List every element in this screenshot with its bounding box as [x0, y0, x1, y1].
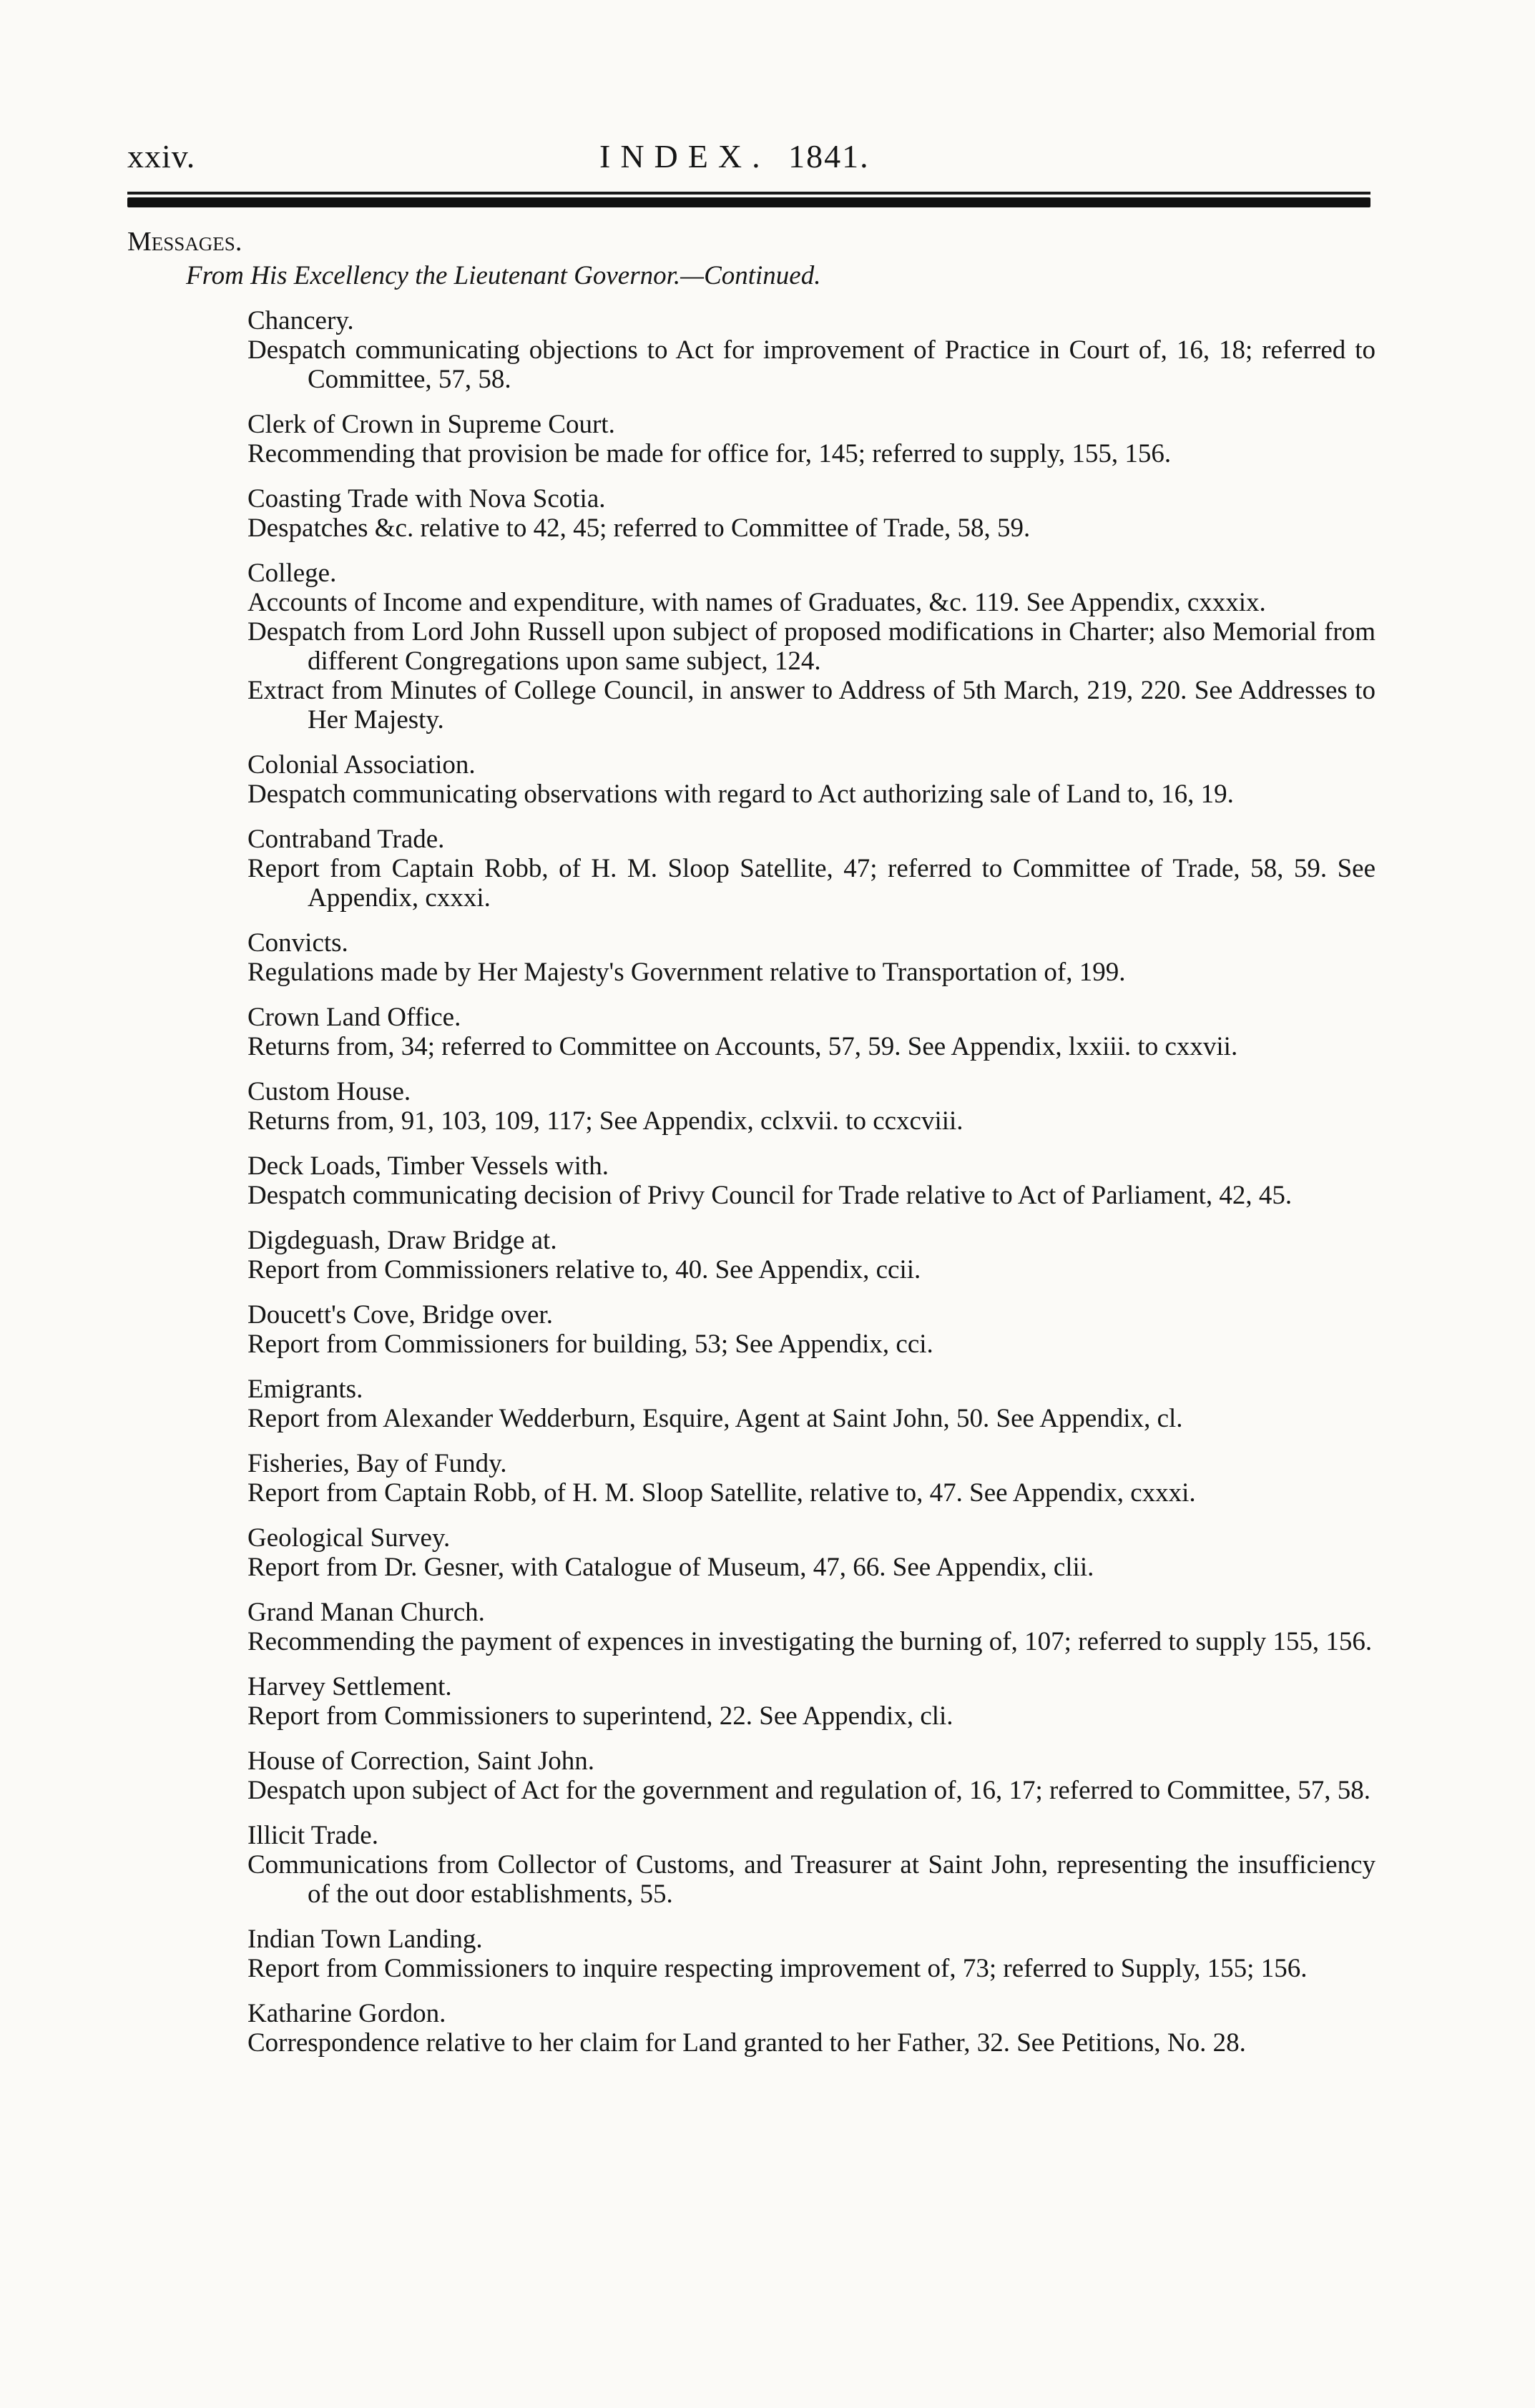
index-entry: [127, 1821, 1375, 1909]
index-entry: [127, 1151, 1375, 1210]
entry-item: Report from Captain Robb, of H. M. Sloop Satellite, 47; referred to Committee of Trade, 58, 59. See Appendix, cxxxi.: [247, 854, 1375, 913]
entry-item: Returns from, 34; referred to Committee on Accounts, 57, 59. See Appendix, lxxiii. to cxxvii.: [247, 1032, 1238, 1061]
index-entry: [127, 1925, 1375, 1983]
entry-item: Report from Commissioners to inquire respecting improvement of, 73; referred to Supply, 155; 156.: [247, 1954, 1308, 1983]
index-entry: [127, 1598, 1375, 1656]
entry-item: Despatches &c. relative to 42, 45; referred to Committee of Trade, 58, 59.: [247, 513, 1031, 543]
index-entry: [127, 928, 1375, 987]
entry-title: Illicit Trade.: [247, 1821, 378, 1850]
entry-list: [127, 306, 1375, 2058]
index-entry: [127, 1226, 1375, 1284]
running-title-year: 1841.: [788, 138, 870, 175]
entry-title: Colonial Association.: [247, 750, 476, 780]
index-entry: [127, 559, 1375, 734]
index-entry: [127, 1449, 1375, 1508]
header-rule-thin: [127, 192, 1370, 195]
entry-item: Despatch communicating observations with regard to Act authorizing sale of Land to, 16, 19.: [247, 780, 1234, 809]
running-title: [599, 137, 870, 175]
index-entry: [127, 825, 1375, 913]
index-entry: [127, 1523, 1375, 1582]
index-entry: [127, 410, 1375, 468]
entry-item: Report from Commissioners to superintend, 22. See Appendix, cli.: [247, 1701, 953, 1731]
entry-item: Despatch from Lord John Russell upon subject of proposed modifications in Charter; also Memorial from different Congregations upon same subject, 124.: [247, 617, 1375, 676]
entry-item: Report from Commissioners relative to, 40. See Appendix, ccii.: [247, 1255, 921, 1284]
entry-title: Harvey Settlement.: [247, 1672, 452, 1701]
entry-title: Katharine Gordon.: [247, 1999, 446, 2028]
entry-title: Grand Manan Church.: [247, 1598, 485, 1627]
index-entry: [127, 1077, 1375, 1136]
entry-title: Deck Loads, Timber Vessels with.: [247, 1151, 609, 1181]
entry-item: Recommending that provision be made for office for, 145; referred to supply, 155, 156.: [247, 439, 1172, 468]
entry-title: Fisheries, Bay of Fundy.: [247, 1449, 507, 1478]
entry-title: Chancery.: [247, 306, 354, 335]
entry-title: Emigrants.: [247, 1375, 363, 1404]
entry-title: Custom House.: [247, 1077, 411, 1106]
page-header: [127, 137, 1372, 180]
entry-title: Indian Town Landing.: [247, 1925, 483, 1954]
entry-title: Contraband Trade.: [247, 825, 445, 854]
index-entry: [127, 1003, 1375, 1061]
entry-item: Extract from Minutes of College Council, in answer to Address of 5th March, 219, 220. See Addresses to Her Majesty.: [247, 676, 1375, 734]
section-subheading: From His Excellency the Lieutenant Governor.—Continued.: [186, 261, 821, 290]
entry-item: Report from Alexander Wedderburn, Esquire, Agent at Saint John, 50. See Appendix, cl.: [247, 1404, 1183, 1433]
page-number: xxiv.: [127, 138, 196, 175]
entry-item: Despatch upon subject of Act for the government and regulation of, 16, 17; referred to Committee, 57, 58.: [247, 1776, 1371, 1805]
entry-title: Clerk of Crown in Supreme Court.: [247, 410, 615, 439]
entry-item: Report from Captain Robb, of H. M. Sloop Satellite, relative to, 47. See Appendix, cxxxi.: [247, 1478, 1196, 1508]
header-rule-thick: [127, 197, 1370, 207]
index-entry: [127, 750, 1375, 809]
entry-item: Despatch communicating objections to Act for improvement of Practice in Court of, 16, 18; referred to Committee, 57, 58.: [247, 335, 1375, 394]
index-entry: [127, 306, 1375, 394]
entry-title: House of Correction, Saint John.: [247, 1746, 595, 1776]
index-entry: [127, 484, 1375, 543]
entry-title: Crown Land Office.: [247, 1003, 461, 1032]
entry-item: Recommending the payment of expences in investigating the burning of, 107; referred to supply 155, 156.: [247, 1627, 1373, 1656]
index-entry: [127, 1746, 1375, 1805]
entry-item: Correspondence relative to her claim for Land granted to her Father, 32. See Petitions, No. 28.: [247, 2028, 1246, 2058]
entry-item: Accounts of Income and expenditure, with names of Graduates, &c. 119. See Appendix, cxxxix.: [247, 588, 1266, 617]
section-heading: Messages.: [127, 227, 242, 257]
entry-item: Communications from Collector of Customs, and Treasurer at Saint John, representing the insufficiency of the out door establishments, 55.: [247, 1850, 1375, 1909]
index-entry: [127, 1300, 1375, 1359]
entry-item: Report from Dr. Gesner, with Catalogue of Museum, 47, 66. See Appendix, clii.: [247, 1553, 1094, 1582]
entry-title: Digdeguash, Draw Bridge at.: [247, 1226, 557, 1255]
index-entry: [127, 1672, 1375, 1731]
entry-item: Regulations made by Her Majesty's Government relative to Transportation of, 199.: [247, 958, 1126, 987]
entry-item: Report from Commissioners for building, 53; See Appendix, cci.: [247, 1330, 933, 1359]
entry-title: Convicts.: [247, 928, 348, 958]
index-entry: [127, 1375, 1375, 1433]
entry-item: Despatch communicating decision of Privy Council for Trade relative to Act of Parliament, 42, 45.: [247, 1181, 1293, 1210]
entry-title: Doucett's Cove, Bridge over.: [247, 1300, 553, 1330]
running-title-text: INDEX.: [599, 138, 770, 175]
index-entry: [127, 1999, 1375, 2058]
entry-title: Geological Survey.: [247, 1523, 451, 1553]
entry-item: Returns from, 91, 103, 109, 117; See Appendix, cclxvii. to ccxcviii.: [247, 1106, 963, 1136]
entry-title: Coasting Trade with Nova Scotia.: [247, 484, 606, 513]
index-content: [127, 227, 1375, 2073]
entry-title: College.: [247, 559, 337, 588]
